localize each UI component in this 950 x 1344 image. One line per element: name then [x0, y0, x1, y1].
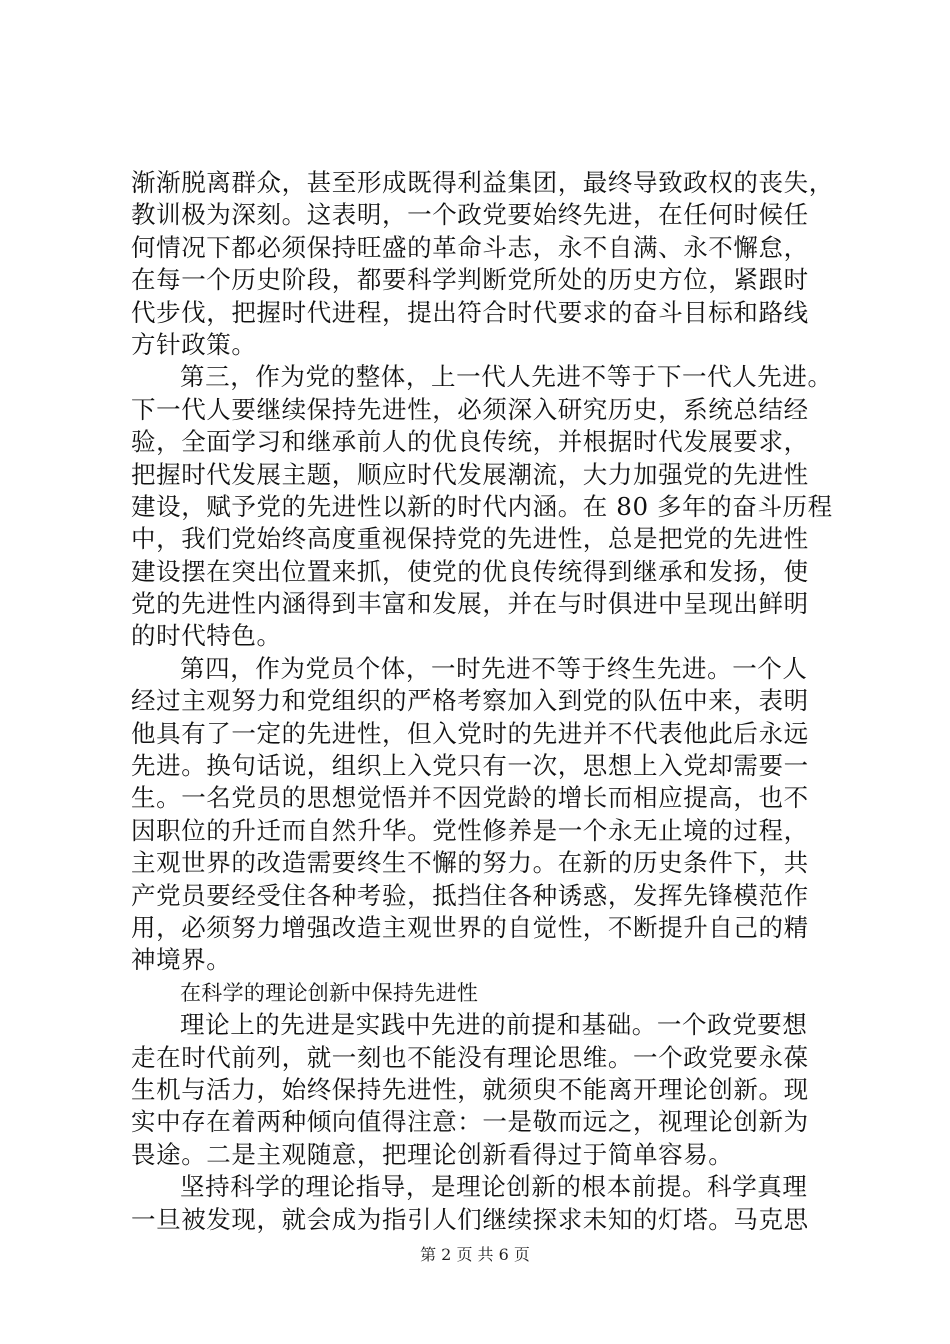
text-line: 坚持科学的理论指导，是理论创新的根本前提。科学真理: [180, 1172, 808, 1202]
text-line: 因职位的升迁而自然升华。党性修养是一个永无止境的过程，: [131, 815, 809, 845]
text-line: 走在时代前列，就一刻也不能没有理论思维。一个政党要永葆: [131, 1042, 809, 1072]
text-line: 他具有了一定的先进性，但入党时的先进并不代表他此后永远: [131, 718, 809, 748]
text-line: 代步伐，把握时代进程，提出符合时代要求的奋斗目标和路线: [131, 297, 809, 327]
text-line: 在每一个历史阶段，都要科学判断党所处的历史方位，紧跟时: [131, 265, 809, 295]
text-line: 生。一名党员的思想觉悟并不因党龄的增长而相应提高，也不: [131, 783, 809, 813]
page-footer: 第 2 页 共 6 页: [420, 1245, 530, 1264]
text-line: 方针政策。: [131, 329, 257, 359]
text-line: 渐渐脱离群众，甚至形成既得利益集团，最终导致政权的丧失，: [131, 168, 834, 197]
text-line: 生机与活力，始终保持先进性，就须臾不能离开理论创新。现: [131, 1074, 809, 1104]
text-line: 产党员要经受住各种考验，抵挡住各种诱惑，发挥先锋模范作: [131, 880, 809, 910]
text-line: 第四，作为党员个体，一时先进不等于终生先进。一个人: [180, 653, 808, 683]
text-line: 建设摆在突出位置来抓，使党的优良传统得到继承和发扬，使: [131, 556, 809, 586]
text-line: 主观世界的改造需要终生不懈的努力。在新的历史条件下，共: [131, 848, 809, 878]
text-line: 畏途。二是主观随意，把理论创新看得过于简单容易。: [131, 1139, 734, 1169]
text-line: 何情况下都必须保持旺盛的革命斗志，永不自满、永不懈怠，: [131, 232, 809, 262]
text-line: 理论上的先进是实践中先进的前提和基础。一个政党要想: [180, 1010, 808, 1040]
text-line: 实中存在着两种倾向值得注意：一是敬而远之，视理论创新为: [131, 1107, 809, 1137]
text-line: 建设，赋予党的先进性以新的时代内涵。在 80 多年的奋斗历程: [131, 491, 833, 521]
text-line: 验，全面学习和继承前人的优良传统，并根据时代发展要求，: [131, 427, 809, 457]
text-line: 经过主观努力和党组织的严格考察加入到党的队伍中来，表明: [131, 686, 809, 716]
text-line: 先进。换句话说，组织上入党只有一次，思想上入党却需要一: [131, 751, 809, 781]
document-body: [131, 167, 841, 1236]
text-line: 神境界。: [131, 945, 232, 975]
text-line: 第三，作为党的整体，上一代人先进不等于下一代人先进。: [180, 362, 833, 392]
text-line: 用，必须努力增强改造主观世界的自觉性，不断提升自己的精: [131, 912, 809, 942]
text-line: 一旦被发现，就会成为指引人们继续探求未知的灯塔。马克思: [131, 1204, 809, 1234]
text-line: 把握时代发展主题，顺应时代发展潮流，大力加强党的先进性: [131, 459, 809, 489]
text-line: 的时代特色。: [131, 621, 282, 651]
section-heading: 在科学的理论创新中保持先进性: [180, 980, 479, 1005]
text-line: 党的先进性内涵得到丰富和发展，并在与时俱进中呈现出鲜明: [131, 589, 809, 619]
text-line: 下一代人要继续保持先进性，必须深入研究历史，系统总结经: [131, 394, 809, 424]
text-line: 教训极为深刻。这表明，一个政党要始终先进，在任何时候任: [131, 200, 809, 230]
text-line: 中，我们党始终高度重视保持党的先进性，总是把党的先进性: [131, 524, 809, 554]
